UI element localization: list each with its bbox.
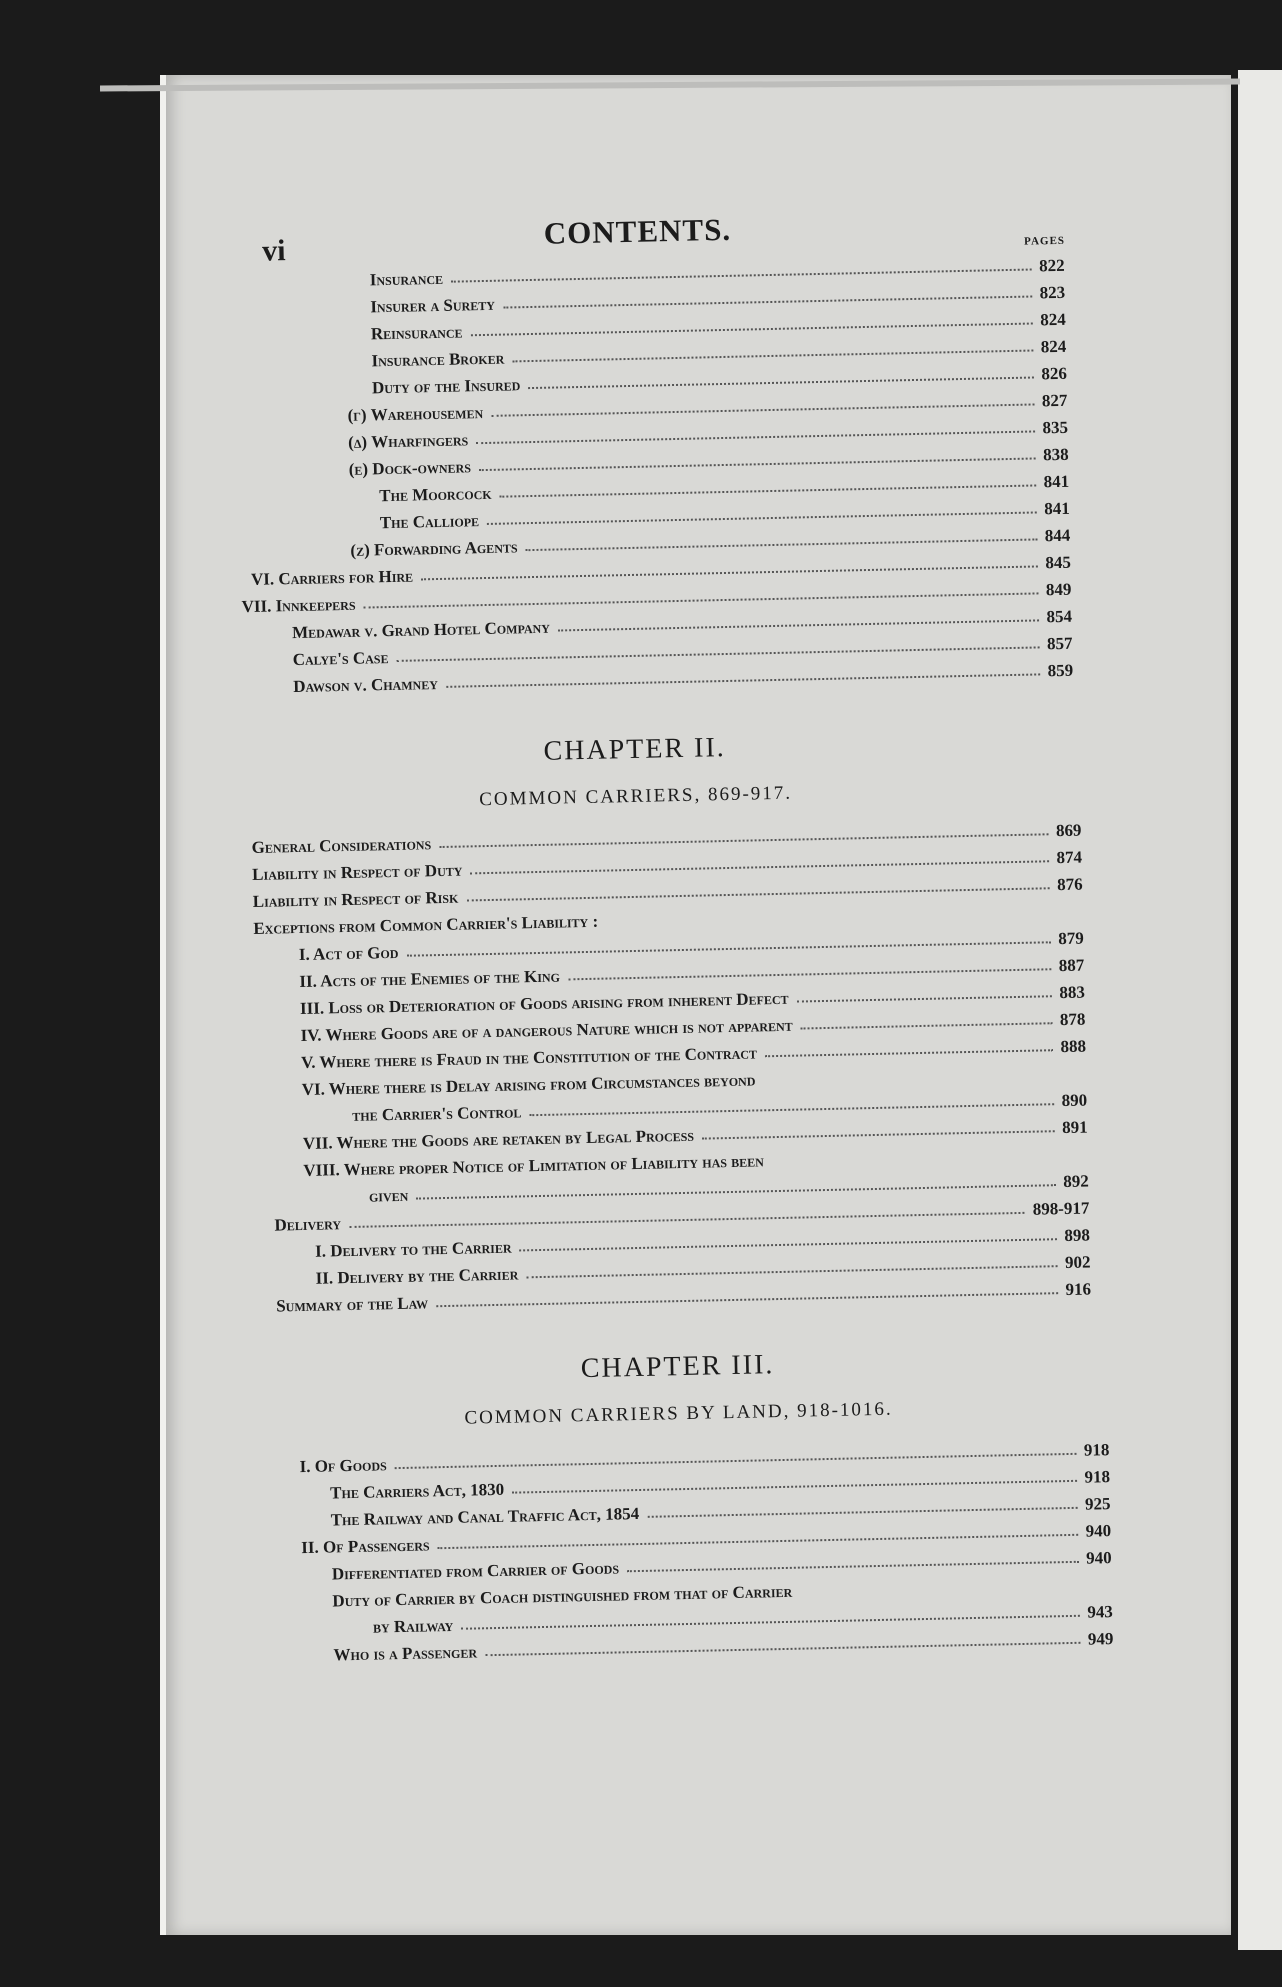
toc-entry-page: 916 [1065,1279,1092,1300]
adjacent-page-edge [1238,70,1282,1950]
toc-entry-label: Duty of the Insured [371,375,521,398]
toc-entry-page: 925 [1084,1494,1111,1514]
toc-entry-label: Summary of the Law [276,1293,429,1316]
toc-entry-label: I. Act of God [298,942,399,964]
toc-entry-label: III. Loss or Deterioration of Goods arising from inherent Defect [299,988,789,1018]
toc-entry-page: 940 [1085,1521,1112,1541]
toc-entry-page: 883 [1059,982,1086,1003]
toc-entry-label: General Considerations [251,834,432,857]
dot-leader [485,1642,1080,1656]
toc-entry-label: The Carriers Act, 1830 [329,1479,505,1503]
toc-entry-page: 874 [1056,847,1083,868]
toc-entry-label: I. Of Goods [299,1455,387,1477]
toc-entry-label: VII. Innkeepers [241,594,356,617]
toc-entry-label: Reinsurance [370,322,463,344]
toc-entry-label: (γ) Warehousemen [347,403,484,425]
page-content-area [160,75,1225,1935]
toc-entry-page: 940 [1085,1548,1112,1568]
toc-entry-label: Liability in Respect of Duty [251,860,463,884]
chapter-2-title: CHAPTER II. [543,732,727,767]
toc-entry-page: 879 [1058,928,1084,949]
toc-entry-page: 824 [1040,309,1066,330]
toc-entry-label: Medawar v. Grand Hotel Company [291,617,551,643]
toc-entry-label: II. Delivery by the Carrier [315,1264,519,1288]
toc-entry-label: Insurer a Surety [370,294,496,317]
toc-entry-page: 854 [1046,606,1073,627]
toc-entry-label: Liability in Respect of Risk [252,887,459,911]
toc-entry-page: 898-917 [1032,1198,1090,1219]
toc-entry-page: 890 [1061,1090,1088,1111]
toc-entry-page: 888 [1060,1036,1087,1057]
toc-entry-page: 898 [1064,1225,1091,1246]
toc-entry-label: VIII. Where proper Notice of Limitation of Liability has been [303,1151,765,1180]
toc-entry-label: I. Delivery to the Carrier [314,1237,512,1261]
toc-entry-label: (ε) Dock-owners [348,457,472,479]
dot-leader [446,673,1040,687]
toc-entry-label: VI. Carriers for Hire [250,566,414,589]
toc-entry-label: II. Acts of the Enemies of the King [299,966,561,991]
toc-entry-label: The Calliope [379,511,480,533]
chapter-3-subtitle: COMMON CARRIERS BY LAND, 918-1016. [464,1398,893,1429]
toc-entry-page: 841 [1044,498,1070,519]
toc-entry-label: VII. Where the Goods are retaken by Legal Process [302,1125,695,1153]
pages-column-label: PAGES [1023,234,1066,248]
running-head: CONTENTS. [543,211,732,251]
toc-entry-page: 822 [1038,255,1065,276]
toc-entry-label: II. Of Passengers [301,1535,430,1558]
toc-entry-label: (ζ) Forwarding Agents [350,537,518,560]
toc-entry-page: 876 [1056,874,1083,895]
toc-entry-label: Insurance [369,268,444,290]
toc-entry-page: 844 [1044,525,1071,546]
toc-entry-label: Duty of Carrier by Coach distinguished from that of Carrier [332,1581,793,1611]
toc-entry-page: 824 [1040,336,1067,357]
toc-entry-page: 857 [1046,633,1073,654]
toc-entry-page: 892 [1063,1171,1089,1192]
toc-entry-page: 841 [1043,471,1070,492]
toc-entry-label: Delivery [274,1214,342,1235]
toc-entry-label: Insurance Broker [371,348,505,371]
toc-entry-label: (δ) Wharfingers [347,430,469,452]
toc-entry-label: Who is a Passenger [333,1642,478,1665]
toc-entry-page: 943 [1087,1602,1114,1622]
toc-entry-label: by Railway [372,1615,454,1637]
dot-leader [765,1049,1053,1057]
toc-entry-page: 826 [1041,363,1068,384]
chapter-3-title: CHAPTER III. [580,1349,775,1385]
dot-leader [801,1022,1052,1029]
toc-entry-label: the Carrier's Control [352,1102,522,1125]
toc-entry-page: 878 [1059,1009,1086,1030]
dot-leader [797,995,1052,1002]
toc-entry-page: 827 [1041,390,1068,411]
toc-entry-label: Dawson v. Chamney [293,674,439,697]
toc-entry-label: Exceptions from Common Carrier's Liability : [253,911,599,938]
toc-entry-page: 902 [1064,1252,1091,1273]
toc-entry-page: 949 [1087,1629,1114,1649]
contents-text [141,62,1245,1944]
toc-entry-page: 869 [1055,820,1082,841]
toc-entry-label: Calye's Case [292,648,389,670]
toc-entry-label: IV. Where Goods are of a dangerous Nature which is not apparent [300,1015,793,1045]
toc-entry-label: Differentiated from Carrier of Goods [331,1558,620,1584]
toc-entry-label: The Railway and Canal Traffic Act, 1854 [330,1504,640,1530]
toc-entry-page: 891 [1061,1117,1088,1138]
toc-entry-page: 838 [1042,444,1069,465]
chapter-2-subtitle: COMMON CARRIERS, 869-917. [479,782,793,811]
toc-entry-page: 849 [1045,579,1072,600]
toc-entry-label: V. Where there is Fraud in the Constitution of the Contract [300,1043,758,1072]
dot-leader [436,1292,1058,1307]
page-folio: vi [261,234,286,268]
toc-entry-label: given [368,1185,409,1206]
toc-entry-page: 835 [1042,417,1069,438]
toc-entry-page: 845 [1045,552,1072,573]
toc-entry-page: 918 [1083,1440,1110,1460]
toc-entry-page: 823 [1039,282,1066,303]
toc-entry-page: 859 [1047,660,1074,681]
toc-entry-label: The Moorcock [379,483,492,506]
toc-entry-page: 887 [1058,955,1085,976]
toc-entry-label: VI. Where there is Delay arising from Circumstances beyond [301,1070,756,1099]
toc-entry-page: 918 [1084,1467,1111,1487]
